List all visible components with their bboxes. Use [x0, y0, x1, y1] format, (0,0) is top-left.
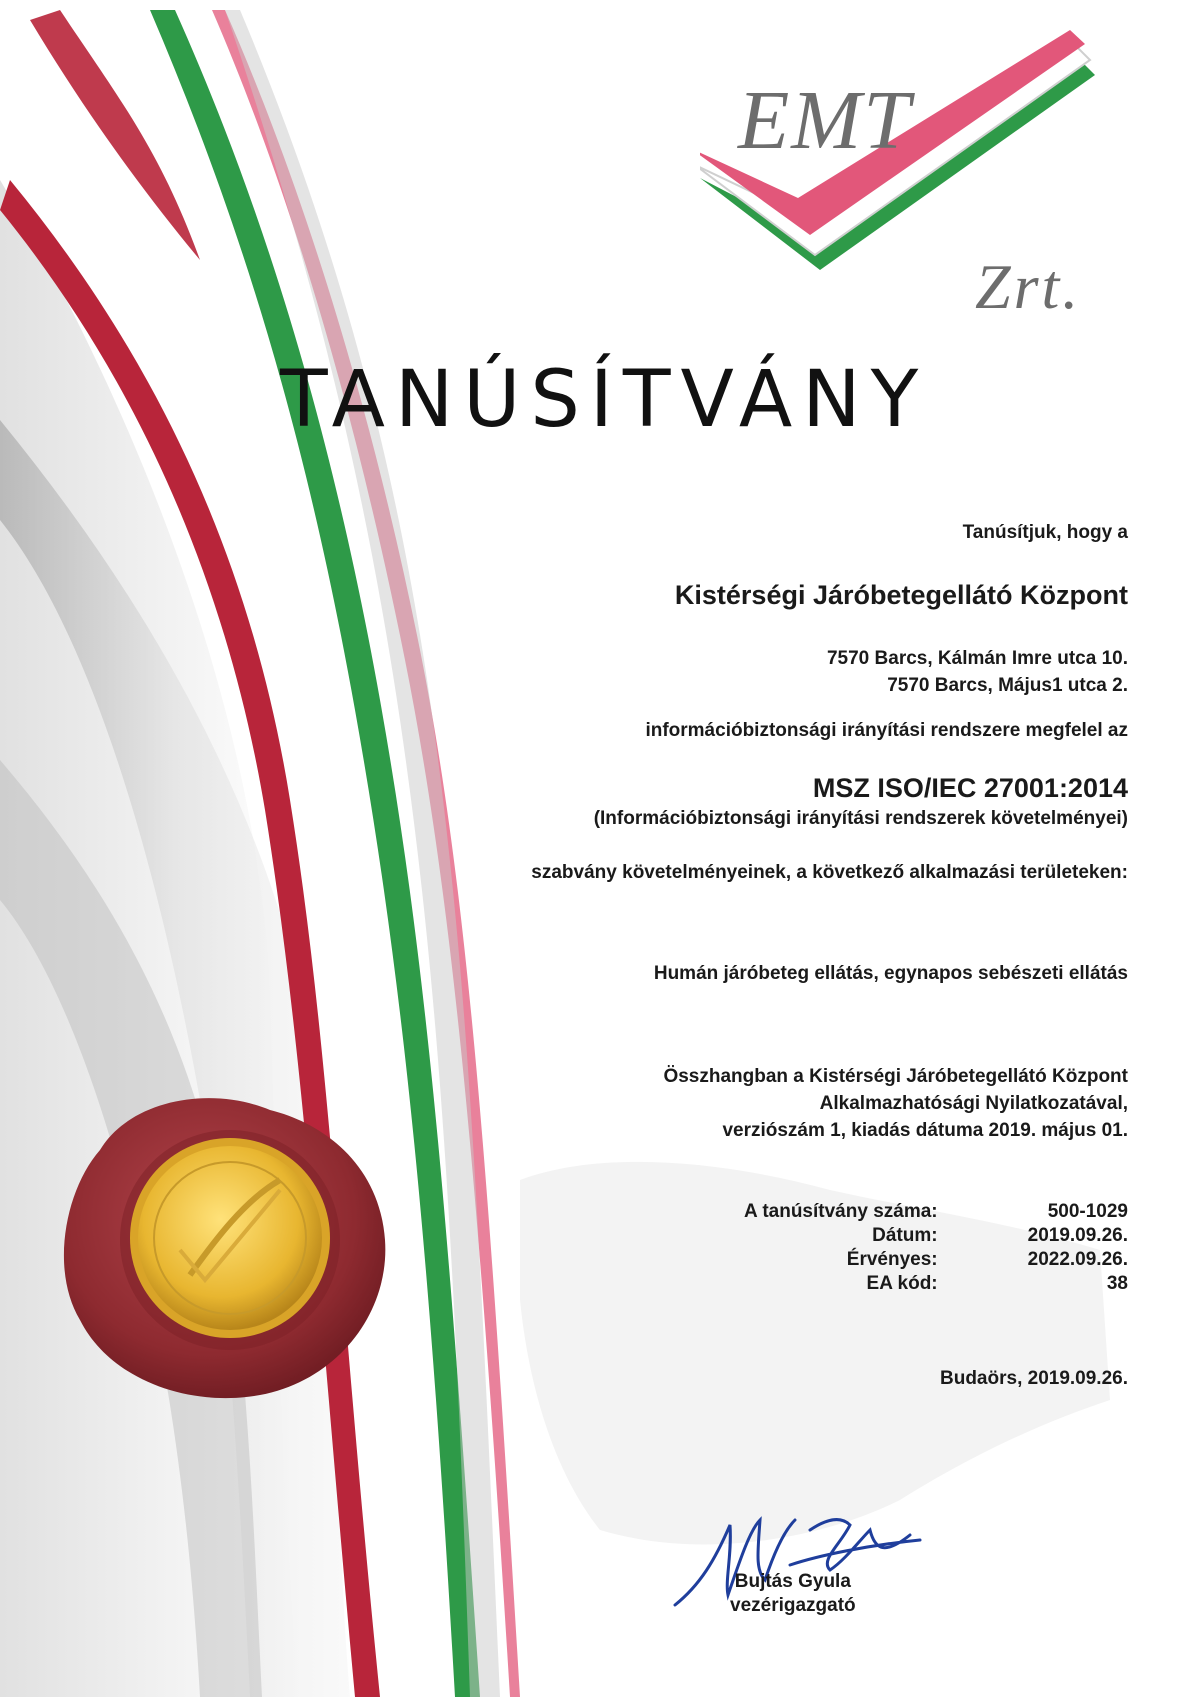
details-label: EA kód: — [866, 1273, 938, 1294]
details-label: Dátum: — [872, 1225, 938, 1246]
details-label: Érvényes: — [846, 1249, 938, 1270]
signer-name: Bujtás Gyula — [734, 1571, 851, 1592]
details-value: 38 — [1106, 1273, 1128, 1294]
details-table — [744, 1200, 1128, 1296]
address-line: 7570 Barcs, Kálmán Imre utca 10. — [826, 648, 1128, 669]
alignment-line: verziószám 1, kiadás dátuma 2019. május 01. — [722, 1120, 1128, 1141]
intro-text: Tanúsítjuk, hogy a — [962, 522, 1128, 543]
seal-gold-burst — [130, 1138, 330, 1338]
certificate-details — [744, 1200, 1128, 1296]
signer-block — [730, 1570, 856, 1618]
company-addresses — [827, 645, 1128, 699]
certificate-title: TANÚSÍTVÁNY — [280, 355, 929, 445]
company-name: Kistérségi Járóbetegellátó Központ — [674, 580, 1128, 610]
address-line: 7570 Barcs, Május1 utca 2. — [887, 675, 1128, 696]
signer-role: vezérigazgató — [730, 1595, 856, 1616]
details-label: A tanúsítvány száma: — [744, 1201, 938, 1222]
compliance-statement: információbiztonsági irányítási rendszere megfelel az — [645, 720, 1128, 741]
alignment-text — [663, 1063, 1128, 1144]
details-row — [744, 1200, 1128, 1224]
requirements-text: szabvány követelményeinek, a következő alkalmazási területeken: — [531, 862, 1128, 883]
details-row — [744, 1272, 1128, 1296]
details-value: 2019.09.26. — [1027, 1225, 1128, 1246]
alignment-line: Összhangban a Kistérségi Járóbetegellátó Központ — [663, 1066, 1128, 1087]
standard-code: MSZ ISO/IEC 27001:2014 — [812, 773, 1128, 803]
details-row — [744, 1224, 1128, 1248]
place-date: Budaörs, 2019.09.26. — [940, 1368, 1128, 1389]
details-row — [744, 1248, 1128, 1272]
details-value: 500-1029 — [1047, 1201, 1128, 1222]
logo-suffix: Zrt. — [975, 251, 1082, 322]
scope-text: Humán járóbeteg ellátás, egynapos sebészeti ellátás — [653, 963, 1128, 984]
alignment-line: Alkalmazhatósági Nyilatkozatával, — [819, 1093, 1128, 1114]
wax-seal-icon — [40, 1080, 400, 1410]
standard-subtitle: (Információbiztonsági irányítási rendszerek követelményei) — [593, 808, 1128, 829]
details-value: 2022.09.26. — [1027, 1249, 1128, 1270]
logo-name: EMT — [738, 74, 912, 167]
